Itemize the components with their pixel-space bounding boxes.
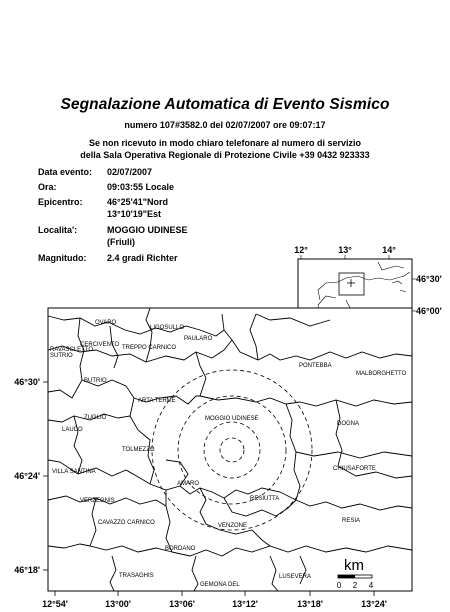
- municipality-label: VERZEGNIS: [80, 498, 115, 504]
- inset-lon-tick: 13°: [338, 245, 352, 255]
- lon-tick-label: 13°00': [105, 599, 131, 609]
- locality-value: MOGGIO UDINESE: [107, 225, 188, 235]
- lat-tick-label: 46°18': [14, 565, 40, 575]
- municipality-label: RESIUTTA: [250, 496, 280, 502]
- time-label: Ora:: [38, 182, 57, 192]
- lon-tick-label: 12°54': [42, 599, 68, 609]
- lat-tick-label: 46°24': [14, 471, 40, 481]
- scale-tick-label: 4: [368, 581, 374, 590]
- municipality-label: VENZONE: [218, 523, 248, 529]
- lon-tick-label: 13°12': [232, 599, 258, 609]
- inset-lat-tick: 46°00': [416, 306, 442, 316]
- municipality-label: TRASAGHIS: [119, 573, 154, 579]
- inset-lon-tick: 14°: [382, 245, 396, 255]
- municipality-label: SUTRIO: [50, 353, 73, 359]
- municipality-label: CAVAZZO CARNICO: [98, 520, 155, 526]
- municipality-label: VILLA SANTINA: [52, 469, 96, 475]
- municipality-label: PONTEBBA: [299, 363, 332, 369]
- latitude-value: 46°25'41"Nord: [107, 197, 169, 207]
- municipality-label: CERCIVENTO: [80, 342, 120, 348]
- magnitude-label: Magnitudo:: [38, 253, 87, 263]
- municipality-label: LIGOSULLO: [150, 325, 185, 331]
- municipality-label: GEMONA DEL: [200, 582, 240, 588]
- notice-line-1: Se non ricevuto in modo chiaro telefonare al numero di servizio: [88, 138, 362, 148]
- municipality-label: RESIA: [342, 518, 361, 524]
- notice-line-2: della Sala Operativa Regionale di Protezione Civile +39 0432 923333: [80, 150, 370, 160]
- main-map-frame: [48, 308, 412, 591]
- municipality-label: LUSEVERA: [279, 574, 312, 580]
- municipality-label: ZUGLIO: [84, 415, 107, 421]
- scale-unit: km: [344, 557, 364, 574]
- inset-lon-tick: 12°: [294, 245, 308, 255]
- epicenter-label: Epicentro:: [38, 197, 83, 207]
- scale-tick-label: 0: [336, 581, 342, 590]
- date-value: 02/07/2007: [107, 167, 153, 177]
- municipality-label: TOLMEZZO: [122, 447, 155, 453]
- report-title: Segnalazione Automatica di Evento Sismico: [60, 96, 390, 113]
- municipality-label: DOGNA: [337, 421, 360, 427]
- lon-tick-label: 13°18': [297, 599, 323, 609]
- municipality-label: MOGGIO UDINESE: [205, 416, 259, 422]
- locality-label: Localita':: [38, 225, 78, 235]
- inset-lat-tick: 46°30': [416, 274, 442, 284]
- municipality-label: CHIUSAFORTE: [333, 466, 376, 472]
- region-value: (Friuli): [107, 237, 135, 247]
- report-number: numero 107#3582.0 del 02/07/2007 ore 09:07:17: [124, 120, 326, 130]
- lon-tick-label: 13°24': [361, 599, 387, 609]
- municipality-label: OVARO: [95, 320, 117, 326]
- time-value: 09:03:55 Locale: [107, 182, 175, 192]
- municipality-label: PAULARO: [184, 336, 213, 342]
- municipality-label: ARTA TERME: [138, 398, 176, 404]
- date-label: Data evento:: [38, 167, 93, 177]
- lon-tick-label: 13°06': [169, 599, 195, 609]
- magnitude-value: 2.4 gradi Richter: [107, 253, 178, 263]
- scale-bar-fill: [338, 575, 355, 578]
- municipality-label: MALBORGHETTO: [356, 371, 407, 377]
- scale-tick-label: 2: [352, 581, 358, 590]
- municipality-label: AMARO: [177, 481, 200, 487]
- longitude-value: 13°10'19"Est: [107, 209, 162, 219]
- municipality-label: BORDANO: [165, 546, 196, 552]
- municipality-label: BUTRIO: [84, 378, 107, 384]
- municipality-label: TREPPO CARNICO: [122, 345, 177, 351]
- lat-tick-label: 46°30': [14, 377, 40, 387]
- municipality-label: RAVASCLETTO: [50, 347, 94, 353]
- municipality-label: LAUCO: [62, 427, 83, 433]
